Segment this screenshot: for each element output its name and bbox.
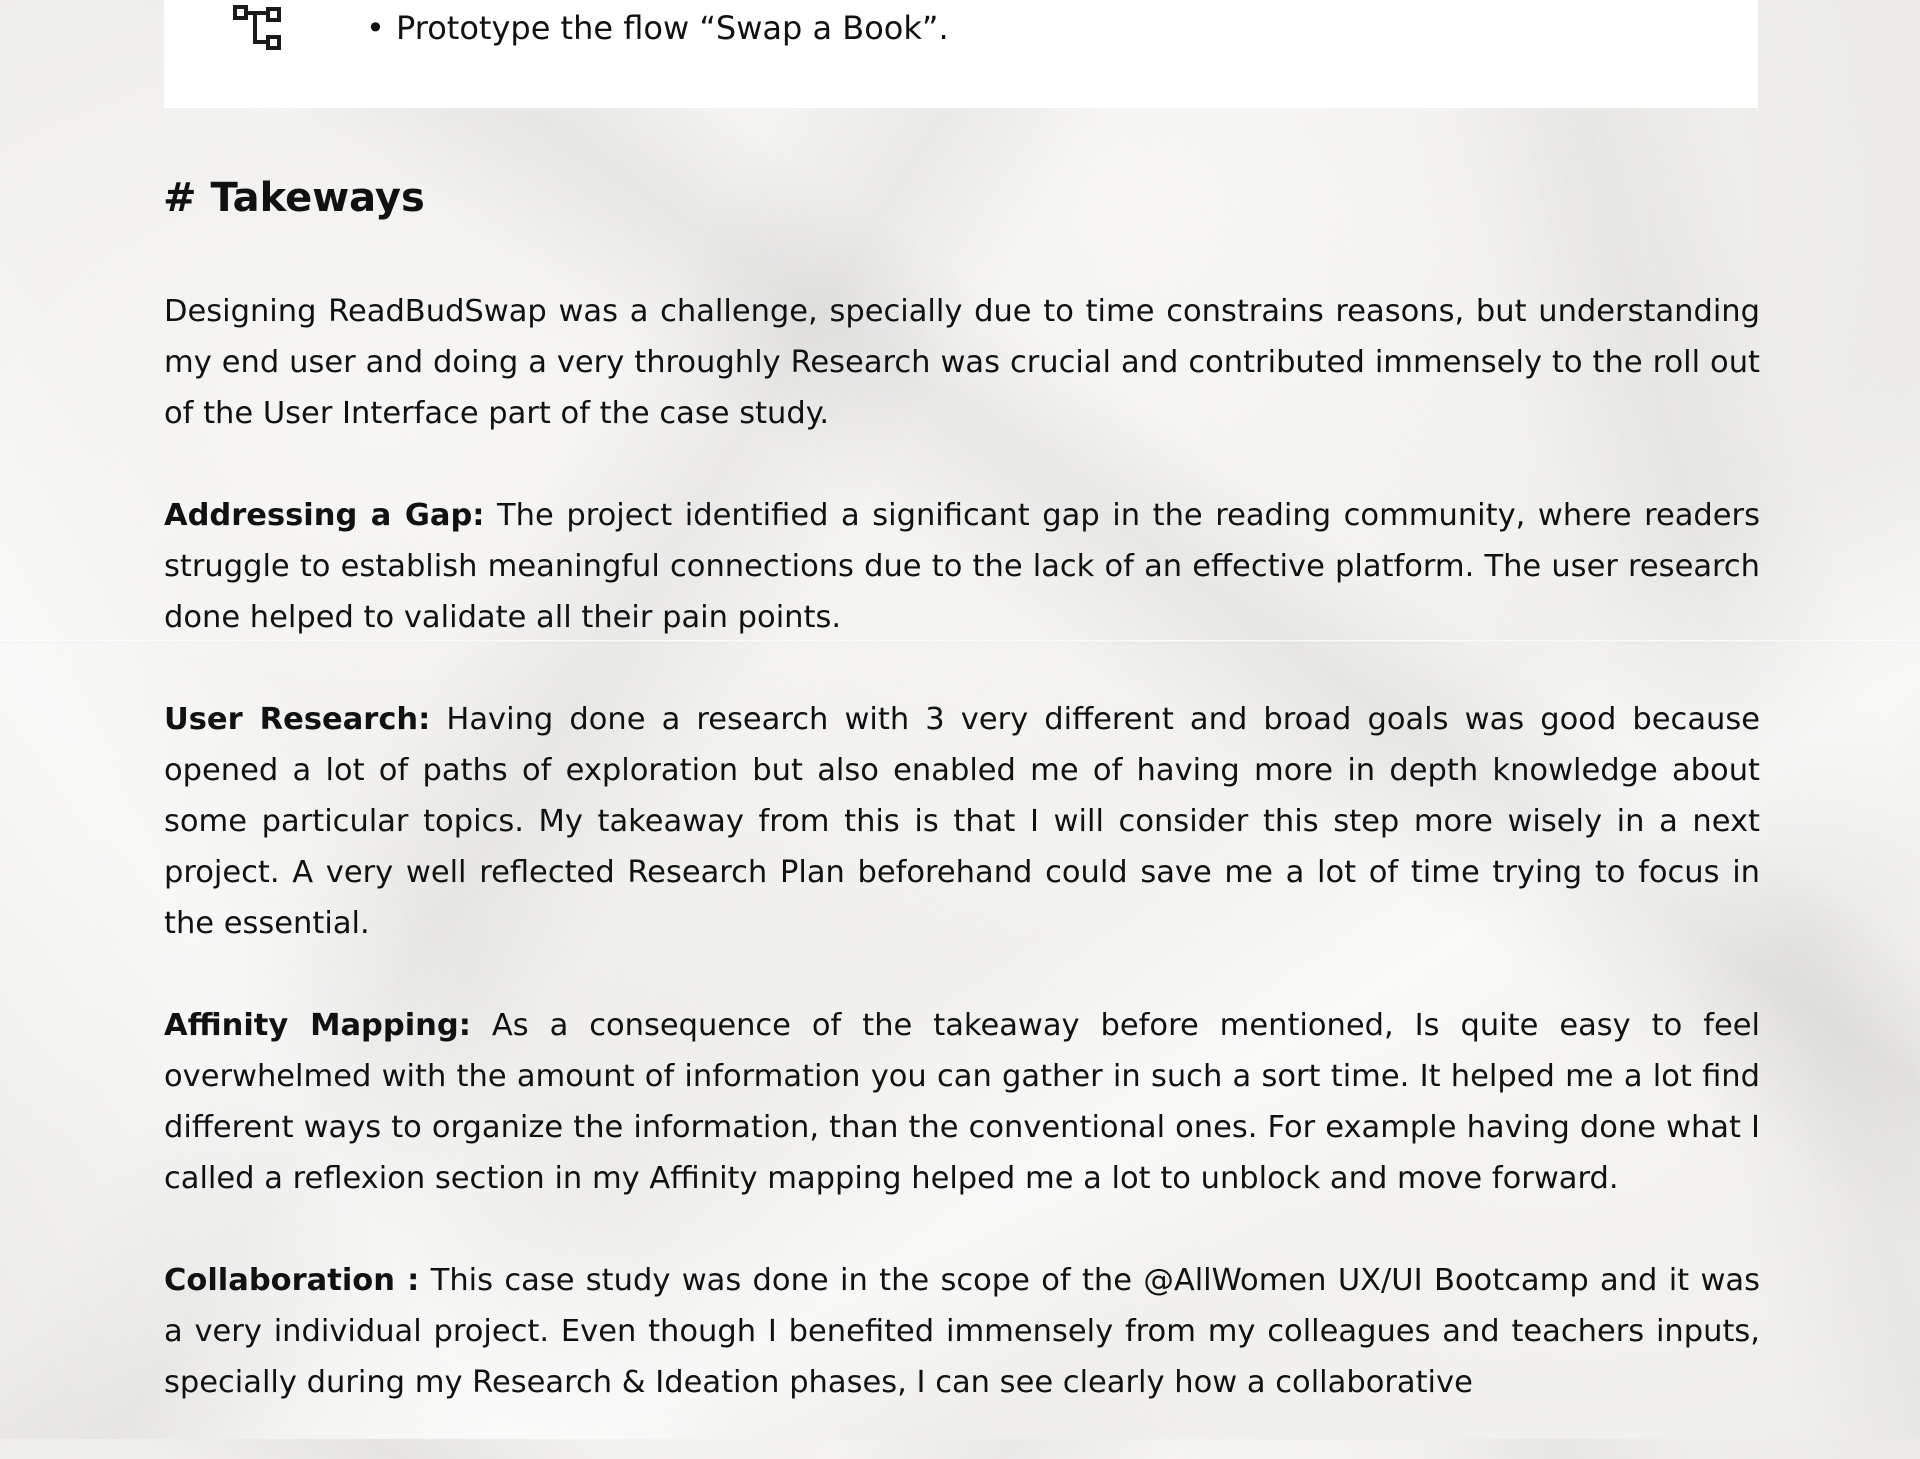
takeaway-user-research (164, 694, 1760, 949)
takeaway-text: Having done a research with 3 very different and broad goals was good because opened a lot of paths of exploration but also enabled me of having more in depth knowledge about some particular topics. My takeaway from this is that I will consider this step more wisely in a next project. A very well reflected Research Plan beforehand could save me a lot of time trying to focus in the essential. (164, 702, 1760, 941)
takeaway-addressing-gap (164, 490, 1760, 643)
takeaways-heading: # Takeways (163, 175, 425, 221)
takeaway-text: This case study was done in the scope of the @AllWomen UX/UI Bootcamp and it was a very individual project. Even though I benefited immensely from my colleagues and teachers inputs, specially during my Research & Ideation phases, I can see clearly how a collaborative (164, 1263, 1760, 1400)
takeaway-text: As a consequence of the takeaway before mentioned, Is quite easy to feel overwhelmed with the amount of information you can gather in such a sort time. It helped me a lot find different ways to organize the information, than the conventional ones. For example having done what I called a reflexion section in my Affinity mapping helped me a lot to unblock and move forward. (164, 1008, 1760, 1196)
takeaway-label: User Research: (164, 702, 431, 737)
takeaways-content (164, 286, 1760, 1459)
takeaway-label: Collaboration : (164, 1263, 420, 1298)
takeaway-text: The project identified a significant gap in the reading community, where readers struggle to establish meaningful connections due to the lack of an effective platform. The user research done helped to validate all their pain points. (164, 498, 1760, 635)
takeaway-collaboration (164, 1255, 1760, 1408)
takeaway-affinity-mapping (164, 1000, 1760, 1204)
prototype-list-item (366, 8, 949, 48)
flow-diagram-icon (232, 4, 284, 52)
prototype-item-text: Prototype the flow “Swap a Book”. (396, 9, 949, 47)
takeaway-label: Affinity Mapping: (164, 1008, 471, 1043)
takeaways-intro: Designing ReadBudSwap was a challenge, specially due to time constrains reasons, but understanding my end user and doing a very throughly Research was crucial and contributed immensely to the roll out of the User Interface part of the case study. (164, 294, 1760, 431)
takeaway-label: Addressing a Gap: (164, 498, 485, 533)
list-bullet: • (366, 9, 385, 47)
